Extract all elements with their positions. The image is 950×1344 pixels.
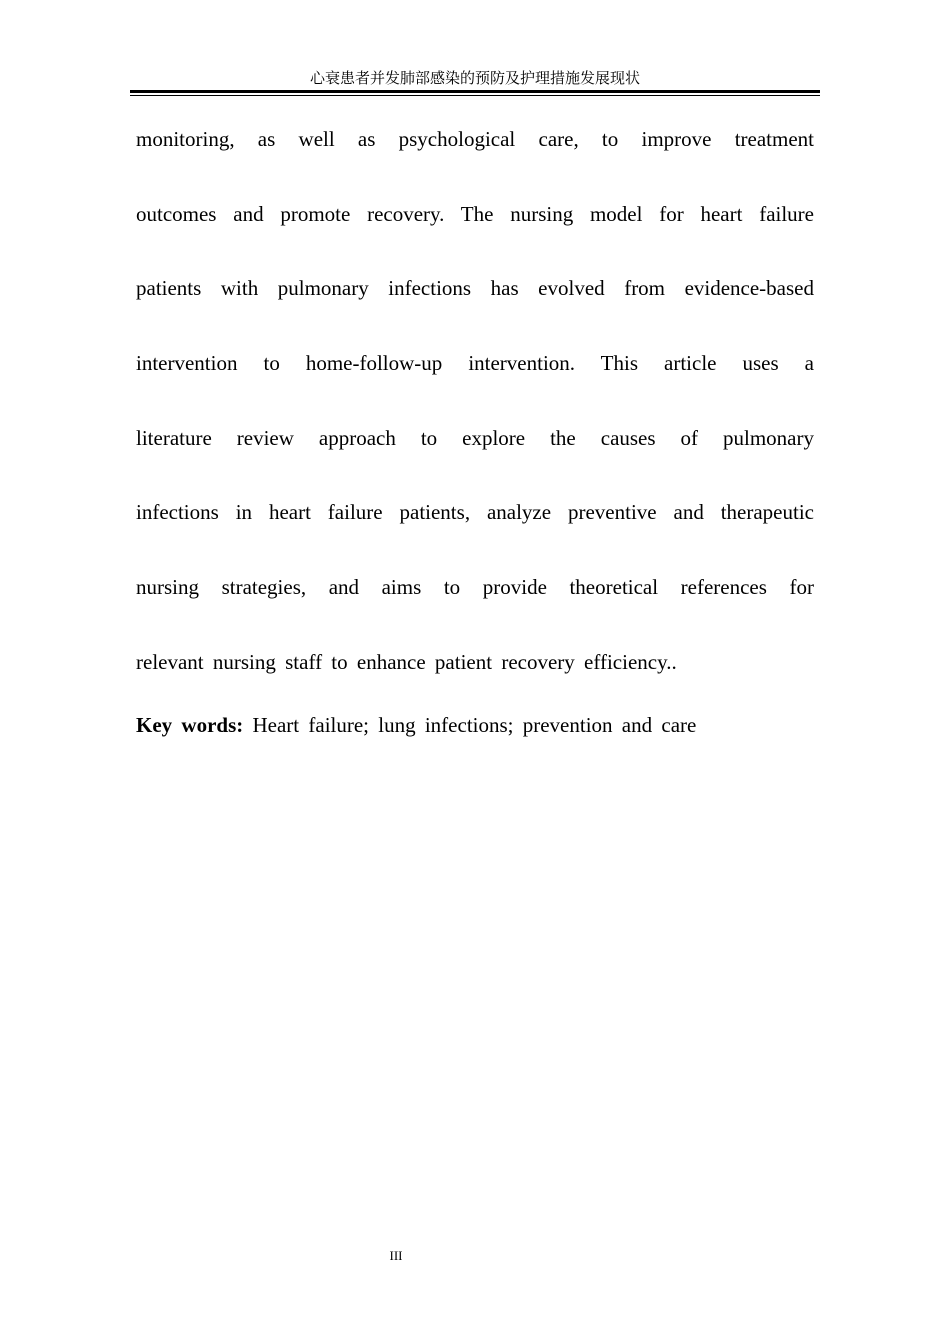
header-rule-thin	[130, 95, 820, 96]
keywords-line	[136, 712, 814, 738]
abstract-line: relevant nursing staff to enhance patient recovery efficiency..	[136, 649, 677, 674]
abstract-line: outcomes and promote recovery. The nursing model for heart failure	[136, 201, 814, 226]
abstract-line: literature review approach to explore the causes of pulmonary	[136, 425, 814, 450]
abstract-line: infections in heart failure patients, analyze preventive and therapeutic	[136, 500, 814, 525]
abstract-line: monitoring, as well as psychological care, to improve treatment	[136, 127, 814, 151]
page-header	[130, 62, 820, 96]
abstract-line: patients with pulmonary infections has evolved from evidence-based	[136, 276, 814, 301]
abstract-line: intervention to home-follow-up intervention. This article uses a	[136, 351, 814, 376]
keywords-label: Key words:	[136, 713, 244, 737]
header-rule-thick	[130, 90, 820, 93]
abstract-line: nursing strategies, and aims to provide theoretical references for	[136, 575, 814, 600]
abstract-paragraph	[136, 126, 814, 724]
running-header-title: 心衰患者并发肺部感染的预防及护理措施发展现状	[309, 69, 640, 87]
page-number: III	[389, 1248, 403, 1263]
keywords-value: Heart failure; lung infections; prevention and care	[252, 713, 697, 737]
